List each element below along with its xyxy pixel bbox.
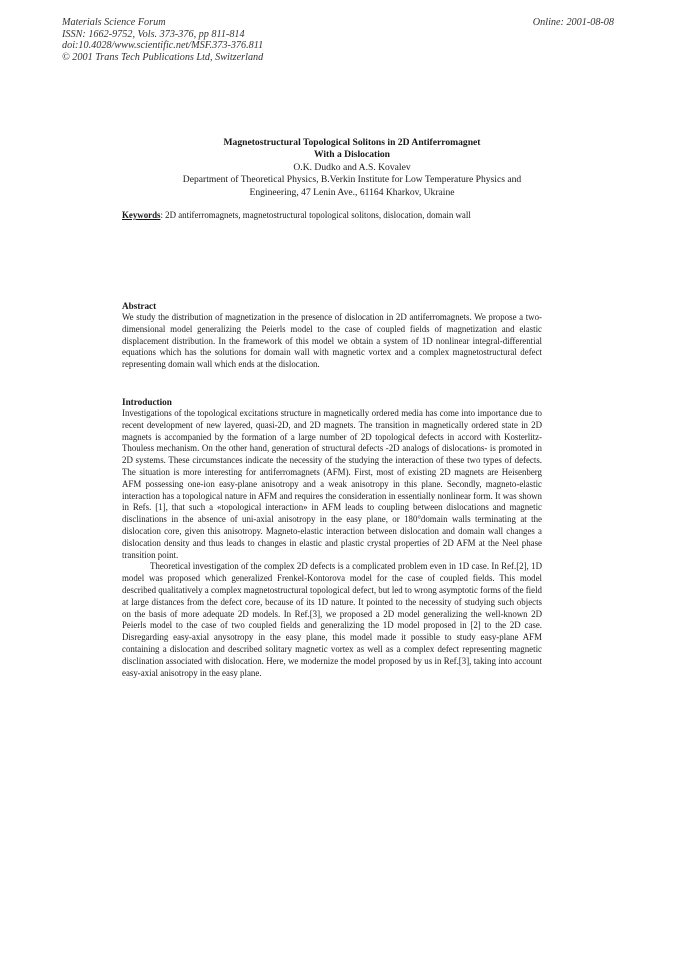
abstract-heading: Abstract: [122, 301, 157, 311]
abstract-section: [122, 300, 542, 371]
introduction-section: [122, 396, 542, 679]
affiliation-line-1: Department of Theoretical Physics, B.Verkin Institute for Low Temperature Physics and: [182, 174, 522, 186]
title-block: [122, 137, 582, 199]
introduction-paragraph-2: Theoretical investigation of the complex 2D defects is a complicated problem even in 1D case. In Ref.[2], 1D model was proposed which generalized Frenkel-Kontorova model for the case of coupled fields. This model described qualitatively a complex magnetostructural topological defect, but led to wrong asymptotic forms of the field at large distances from the defect core, because of its 1D nature. It pointed to the necessity of studying such objects on the basis of more adequate 2D models. In Ref.[3], we proposed a 2D model generalizing the well-known 2D Peierls model to the case of two coupled fields and generalizing the 1D model proposed in [2] to the 2D case. Disregarding easy-axial anysotropy in the easy plane, this model made it possible to study easy-plane AFM containing a dislocation and described solitary magnetic vortex as well as a complex defect representing magnetic disclination associated with dislocation. Here, we modernize the model proposed by us in Ref.[3], taking into account easy-axial anisotropy in the easy plane.: [122, 561, 542, 678]
introduction-paragraph-1: Investigations of the topological excitations structure in magnetically ordered media has come into importance due to recent development of new layered, quasi-2D, and 2D magnets. The transition in magnetically ordered state in 2D magnets is accompanied by the formation of a large number of 2D topological defects in accord with Kosterlitz-Thouless mechanism. On the other hand, generation of structural defects -2D analogs of dislocations- is promoted in 2D systems. These circumstances indicate the necessity of the studying the interaction of these two types of defects. The situation is more interesting for antiferromagnets (AFM). First, most of existing 2D magnets are Heisenberg AFM possessing one-ion easy-plane anisotropy and a weak anisotropy in this plane. Secondly, magneto-elastic interaction has a topological nature in AFM and requires the consideration in essentially nonlinear form. It was shown in Refs. [1], that such a «topological interaction» in AFM leads to coupling between dislocations and magnetic disclinations in the absence of uni-axial anisotropy in the easy plane, or 180°domain walls terminating at the dislocation core, given this anisotropy. Magneto-elastic interaction between dislocation and domain wall changes a dislocation density and thus leads to changes in elastic and plastic crystal properties of 2D AFM at the Neel phase transition point.: [122, 408, 542, 560]
copyright-line: © 2001 Trans Tech Publications Ltd, Switzerland: [62, 51, 264, 63]
paper-title-line-1: Magnetostructural Topological Solitons in 2D Antiferromagnet: [223, 137, 481, 148]
journal-header: [62, 17, 263, 63]
keywords-label: Keywords: [122, 210, 161, 220]
journal-name: Materials Science Forum: [62, 17, 166, 28]
keywords-colon: :: [160, 210, 166, 220]
doi-line: doi:10.4028/www.scientific.net/MSF.373-376.811: [62, 40, 264, 52]
affiliation-line-2: Engineering, 47 Lenin Ave., 61164 Kharkov, Ukraine: [249, 186, 455, 198]
online-date: Online: 2001-08-08: [532, 17, 614, 28]
keywords: [122, 210, 471, 220]
authors: O.K. Dudko and A.S. Kovalev: [293, 161, 411, 173]
keywords-text: 2D antiferromagnets, magnetostructural topological solitons, dislocation, domain wall: [165, 210, 471, 220]
introduction-heading: Introduction: [122, 397, 172, 407]
paper-title-line-2: With a Dislocation: [313, 149, 391, 161]
issn-line: ISSN: 1662-9752, Vols. 373-376, pp 811-814: [62, 28, 245, 40]
abstract-text: We study the distribution of magnetization in the presence of dislocation in 2D antiferromagnets. We propose a two-dimensional model generalizing the Peierls model to the case of coupled fields of magnetization and elastic displacement distribution. In the framework of this model we obtain a system of 1D nonlinear integral-differential equations which has the solutions for domain wall with magnetic vortex and a complex magnetostructural defect representing domain wall which ends at the dislocation.: [122, 312, 542, 370]
